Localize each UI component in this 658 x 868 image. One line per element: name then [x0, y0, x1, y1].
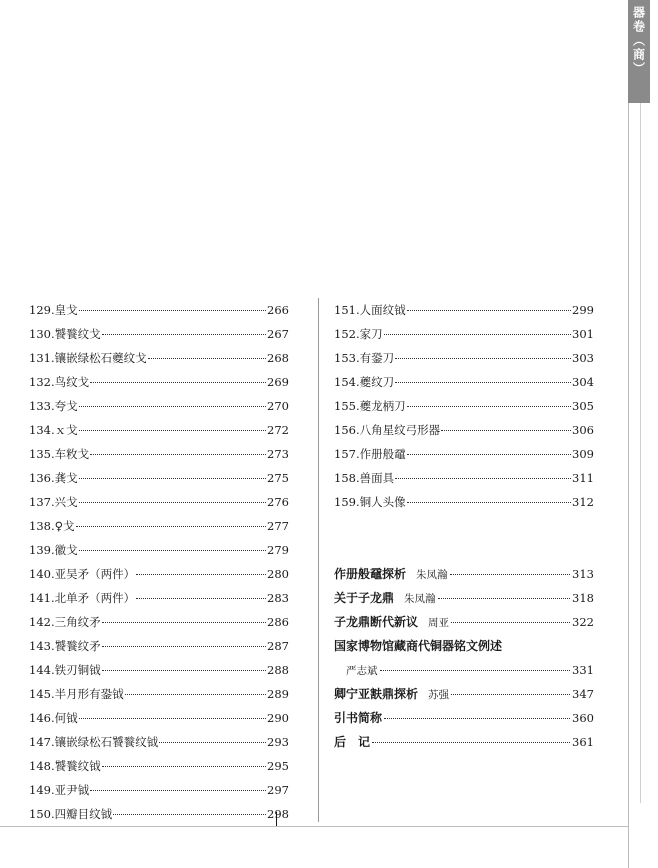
- toc-entry[interactable]: [29, 538, 289, 562]
- leader-dots: [451, 694, 570, 695]
- leader-dots: [136, 598, 266, 599]
- leader-dots: [384, 718, 570, 719]
- leader-dots: [395, 382, 571, 383]
- toc-entry[interactable]: [29, 730, 289, 754]
- toc-entry[interactable]: [29, 802, 289, 826]
- essay-page: 361: [572, 735, 594, 749]
- leader-dots: [407, 502, 571, 503]
- leader-dots: [102, 646, 266, 647]
- essay-entry[interactable]: [334, 634, 594, 658]
- toc-entry-page: 287: [267, 639, 289, 653]
- essay-title: 国家博物馆藏商代铜器铭文例述: [334, 639, 503, 653]
- toc-entry[interactable]: [29, 658, 289, 682]
- essay-entry[interactable]: [334, 586, 594, 610]
- toc-entry[interactable]: [29, 634, 289, 658]
- leader-dots: [102, 766, 266, 767]
- toc-entry-page: 299: [572, 303, 594, 317]
- toc-entry[interactable]: [334, 418, 594, 442]
- toc-entry[interactable]: [29, 322, 289, 346]
- toc-entry-page: 267: [267, 327, 289, 341]
- toc-entry-title: 133.夸戈: [29, 399, 78, 413]
- toc-entry[interactable]: [334, 442, 594, 466]
- toc-entry[interactable]: [29, 442, 289, 466]
- toc-entry-title: 132.鸟纹戈: [29, 375, 90, 389]
- margin-rule: [628, 103, 629, 868]
- leader-dots: [102, 670, 266, 671]
- toc-entry-title: 158.兽面具: [334, 471, 395, 485]
- leader-dots: [90, 382, 266, 383]
- toc-entry-page: 297: [267, 783, 289, 797]
- essay-page: 347: [572, 687, 594, 701]
- toc-entry[interactable]: [29, 346, 289, 370]
- toc-entry[interactable]: [29, 778, 289, 802]
- toc-entry[interactable]: [29, 418, 289, 442]
- leader-dots: [407, 310, 571, 311]
- leader-dots: [395, 358, 571, 359]
- toc-entry-page: 289: [267, 687, 289, 701]
- toc-entry[interactable]: [29, 754, 289, 778]
- essay-author: 严志斌: [346, 665, 378, 677]
- leader-dots: [395, 478, 571, 479]
- leader-dots: [148, 358, 266, 359]
- leader-dots: [79, 430, 266, 431]
- toc-entry[interactable]: [334, 298, 594, 322]
- essay-author: 朱凤瀚: [404, 593, 436, 605]
- toc-left-column: [29, 298, 289, 826]
- toc-entry-title: 152.家刀: [334, 327, 383, 341]
- toc-entry-title: 135.车敉戈: [29, 447, 90, 461]
- toc-entry-title: 134.ｘ戈: [29, 423, 78, 437]
- section-tab-label: 器卷（商）: [631, 6, 646, 76]
- leader-dots: [136, 574, 266, 575]
- toc-entry-title: 139.徽戈: [29, 543, 78, 557]
- toc-entry[interactable]: [29, 298, 289, 322]
- toc-entry-title: 143.饕餮纹矛: [29, 639, 101, 653]
- toc-entry-title: 151.人面纹钺: [334, 303, 406, 317]
- essays-list: [334, 562, 594, 754]
- toc-entry-page: 268: [267, 351, 289, 365]
- toc-entry[interactable]: [29, 586, 289, 610]
- toc-entry-page: 303: [572, 351, 594, 365]
- leader-dots: [76, 526, 267, 527]
- toc-entry-page: 269: [267, 375, 289, 389]
- toc-entry-page: 286: [267, 615, 289, 629]
- toc-entry-title: 130.饕餮纹戈: [29, 327, 101, 341]
- column-divider: [318, 298, 319, 822]
- toc-entry-title: 147.镶嵌绿松石饕餮纹钺: [29, 735, 159, 749]
- toc-entry-title: 154.夔纹刀: [334, 375, 395, 389]
- leader-dots: [90, 790, 266, 791]
- essay-entry[interactable]: [334, 706, 594, 730]
- toc-entry-page: 295: [267, 759, 289, 773]
- leader-dots: [79, 310, 266, 311]
- section-tab: [628, 0, 650, 103]
- leader-dots: [79, 718, 266, 719]
- leader-dots: [451, 622, 570, 623]
- toc-entry-page: 276: [267, 495, 289, 509]
- toc-entry-title: 155.夔龙柄刀: [334, 399, 406, 413]
- footer-rule: [0, 826, 628, 827]
- essay-entry[interactable]: [334, 730, 594, 754]
- leader-dots: [125, 694, 266, 695]
- toc-entry-page: 306: [572, 423, 594, 437]
- toc-entry[interactable]: [334, 346, 594, 370]
- toc-entry[interactable]: [29, 562, 289, 586]
- leader-dots: [90, 454, 266, 455]
- margin-rule-inner: [640, 103, 641, 803]
- toc-entry[interactable]: [29, 370, 289, 394]
- leader-dots: [102, 622, 266, 623]
- essay-author: 苏强: [428, 689, 450, 701]
- toc-entry-title: 149.亚尹钺: [29, 783, 90, 797]
- toc-entry[interactable]: [29, 514, 289, 538]
- leader-dots: [407, 406, 571, 407]
- leader-dots: [380, 670, 571, 671]
- toc-entry-title: 156.八角星纹弓形器: [334, 423, 441, 437]
- toc-entry-title: 146.何钺: [29, 711, 78, 725]
- toc-entry-title: 153.有銎刀: [334, 351, 395, 365]
- toc-entry-title: 129.皇戈: [29, 303, 78, 317]
- essay-author: 朱凤瀚: [416, 569, 448, 581]
- toc-entry-title: 159.铜人头像: [334, 495, 406, 509]
- toc-entry-title: 138.♀戈: [29, 519, 75, 533]
- toc-entry-title: 142.三角纹矛: [29, 615, 101, 629]
- toc-entry-page: 266: [267, 303, 289, 317]
- toc-right-column: [334, 298, 594, 514]
- leader-dots: [384, 334, 571, 335]
- toc-entry[interactable]: [29, 706, 289, 730]
- toc-entry-page: 312: [572, 495, 594, 509]
- essay-title: 引书简称: [334, 711, 383, 725]
- leader-dots: [159, 742, 266, 743]
- essay-entry[interactable]: [334, 682, 594, 706]
- toc-entry-page: 298: [267, 807, 289, 821]
- leader-dots: [441, 430, 571, 431]
- essay-title: 后 记: [334, 735, 371, 749]
- toc-entry-title: 145.半月形有銎钺: [29, 687, 124, 701]
- leader-dots: [113, 814, 266, 815]
- toc-entry-page: 275: [267, 471, 289, 485]
- leader-dots: [438, 598, 571, 599]
- toc-entry-page: 270: [267, 399, 289, 413]
- toc-entry-page: 283: [267, 591, 289, 605]
- leader-dots: [450, 574, 571, 575]
- toc-entry-title: 131.镶嵌绿松石夔纹戈: [29, 351, 147, 365]
- toc-entry-page: 280: [267, 567, 289, 581]
- essay-title: 卿宁亚㝬鼎探析: [334, 687, 419, 701]
- toc-entry-page: 293: [267, 735, 289, 749]
- essay-entry[interactable]: [334, 610, 594, 634]
- toc-entry-title: 141.北单矛（两件）: [29, 591, 136, 605]
- essay-page: 322: [572, 615, 594, 629]
- toc-entry-page: 305: [572, 399, 594, 413]
- leader-dots: [79, 478, 266, 479]
- toc-entry-page: 279: [267, 543, 289, 557]
- toc-entry-page: 272: [267, 423, 289, 437]
- essay-page: 313: [572, 567, 594, 581]
- toc-entry-page: 273: [267, 447, 289, 461]
- toc-entry-title: 150.四瓣目纹钺: [29, 807, 113, 821]
- toc-entry[interactable]: [29, 466, 289, 490]
- toc-entry-title: 137.兴戈: [29, 495, 78, 509]
- essay-entry[interactable]: [334, 562, 594, 586]
- essay-title: 作册般黿探析: [334, 567, 407, 581]
- toc-entry-title: 157.作册般黿: [334, 447, 406, 461]
- toc-entry[interactable]: [29, 490, 289, 514]
- toc-entry[interactable]: [334, 394, 594, 418]
- toc-entry-page: 301: [572, 327, 594, 341]
- leader-dots: [407, 454, 571, 455]
- essay-page: 318: [572, 591, 594, 605]
- leader-dots: [79, 502, 266, 503]
- toc-entry-page: 288: [267, 663, 289, 677]
- toc-entry-page: 290: [267, 711, 289, 725]
- toc-entry[interactable]: [29, 682, 289, 706]
- toc-entry-page: 304: [572, 375, 594, 389]
- leader-dots: [372, 742, 570, 743]
- essay-page: 360: [572, 711, 594, 725]
- toc-entry-title: 144.铁刃铜钺: [29, 663, 101, 677]
- toc-entry-title: 136.龚戈: [29, 471, 78, 485]
- toc-entry[interactable]: [334, 322, 594, 346]
- leader-dots: [102, 334, 266, 335]
- toc-entry[interactable]: [334, 490, 594, 514]
- toc-entry[interactable]: [334, 370, 594, 394]
- toc-entry[interactable]: [29, 610, 289, 634]
- toc-entry-title: 140.亚吴矛（两件）: [29, 567, 136, 581]
- toc-entry[interactable]: [29, 394, 289, 418]
- leader-dots: [79, 550, 266, 551]
- essay-title: 子龙鼎断代新议: [334, 615, 419, 629]
- toc-entry-page: 309: [572, 447, 594, 461]
- essay-title: 关于子龙鼎: [334, 591, 395, 605]
- essay-page: 331: [572, 663, 594, 677]
- toc-entry-page: 277: [267, 519, 289, 533]
- toc-entry-title: 148.饕餮纹钺: [29, 759, 101, 773]
- toc-entry[interactable]: [334, 466, 594, 490]
- leader-dots: [79, 406, 266, 407]
- toc-entry-page: 311: [572, 471, 594, 485]
- essay-entry[interactable]: [334, 658, 594, 682]
- essay-author: 周亚: [428, 617, 450, 629]
